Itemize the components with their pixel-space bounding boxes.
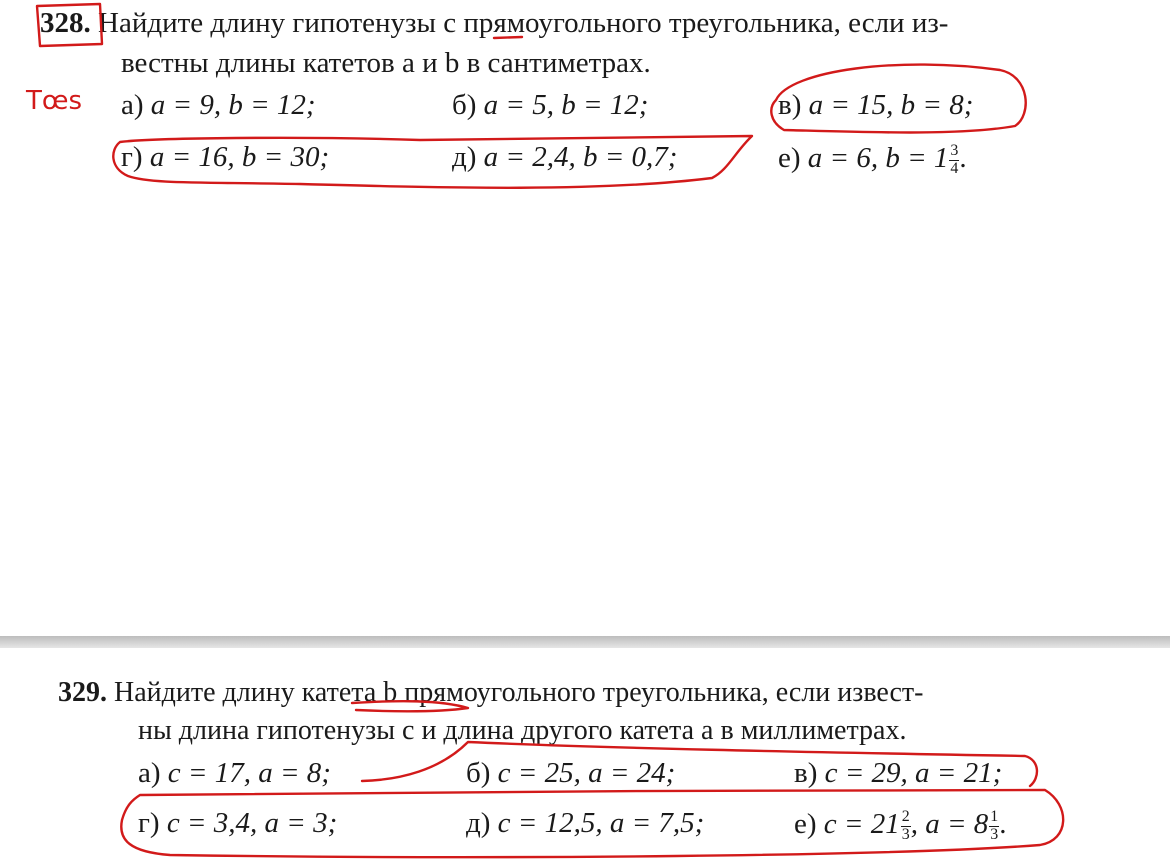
item-expr: a = 6, b = 1 [807,142,949,175]
problem-329-item-g [138,809,337,838]
problem-328-item-a [121,91,316,120]
fraction-denominator: 4 [950,159,959,177]
problem-328-item-b [452,91,648,120]
problem-328-item-e [778,143,967,178]
item-expr-end: . [999,808,1007,841]
item-label: г) [121,141,143,173]
item-expr: a = 15, b = 8; [808,89,974,121]
textbook-page-bottom [0,648,1170,862]
fraction-numerator: 3 [950,142,959,159]
fraction-numerator: 2 [901,808,910,825]
item-expr: a = 2,4, b = 0,7; [483,141,678,173]
item-label: г) [138,807,160,839]
item-expr: c = 3,4, a = 3; [166,807,338,839]
item-expr-mid: , a = 8 [910,808,989,841]
problem-329-item-a [138,759,331,788]
fraction [901,809,911,844]
item-label: а) [121,89,144,121]
fraction-numerator: 1 [990,808,999,825]
problem-329-line-1 [58,679,923,707]
item-label: б) [466,757,491,789]
fraction [949,143,959,178]
item-label: в) [778,89,802,121]
item-expr: c = 25, a = 24; [497,757,676,789]
problem-329-line-2 [138,717,906,745]
fraction [989,809,999,844]
item-label: д) [452,141,477,173]
item-expr: c = 17, a = 8; [167,757,331,789]
item-label: в) [794,757,818,789]
problem-328-line-1 [40,9,948,38]
problem-328-item-d [452,143,677,172]
item-expr: c = 29, a = 21; [824,757,1003,789]
problem-329-statement: Найдите длину катета b прямоугольного треугольника, если извест- [114,677,924,708]
item-label: а) [138,757,161,789]
problem-328-statement-cont: вестны длины катетов a и b в сантиметрах. [121,47,651,79]
item-label: б) [452,89,477,121]
item-label: е) [778,142,801,175]
item-expr: a = 16, b = 30; [149,141,330,173]
item-expr: a = 9, b = 12; [150,89,316,121]
item-label: д) [466,807,491,839]
problem-328-item-g [121,143,329,172]
problem-329-item-v [794,759,1002,788]
problem-328-line-2 [121,49,651,78]
item-expr: c = 21 [823,808,900,841]
item-expr: a = 5, b = 12; [483,89,649,121]
problem-328-number: 328. [40,7,91,39]
problem-329-item-b [466,759,675,788]
item-label: е) [794,808,817,841]
problem-329-number: 329. [58,677,107,708]
handwritten-margin-note: Tœs [26,86,83,116]
item-expr: c = 12,5, a = 7,5; [497,807,705,839]
page-gap [0,636,1170,648]
problem-329-item-e [794,809,1007,844]
problem-329-item-d [466,809,704,838]
fraction-denominator: 3 [901,825,910,843]
item-expr-end: . [959,142,967,175]
problem-329-statement-cont: ны длина гипотенузы c и длина другого катета a в миллиметрах. [138,715,907,746]
problem-328-statement: Найдите длину гипотенузы c прямоугольного треугольника, если из- [98,7,949,39]
fraction-denominator: 3 [990,825,999,843]
problem-328-item-v [778,91,973,120]
